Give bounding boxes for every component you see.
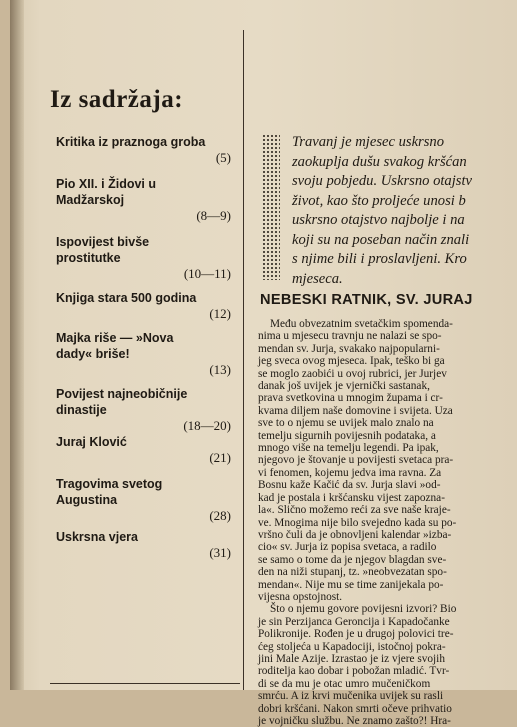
- intro-line: koji su na poseban način znali: [292, 231, 470, 248]
- toc-entry-pages: (18—20): [183, 418, 231, 433]
- dotted-ornament: [262, 134, 280, 280]
- intro-line: mjeseca.: [292, 270, 343, 287]
- article-line: mnogo više na temelju legendi. Pa ipak,: [258, 442, 439, 455]
- article-line: vi fenomen, kojemu jedva ima ravna. Za: [258, 466, 442, 479]
- article-line: nima u mjesecu travnju ne nalazi se spo-: [258, 330, 442, 343]
- article-line: vijesna opstojnost.: [258, 590, 343, 603]
- toc-entry: [56, 176, 231, 224]
- toc-entry: [56, 434, 231, 466]
- article-line: jini Male Azije. Izrastao je iz vjere svojih: [258, 652, 445, 665]
- article-line: prava svetkovina u mnogim župama i cr-: [258, 392, 443, 405]
- column-divider: [243, 30, 244, 690]
- article-line: danak još uvijek je vjernički sastanak,: [258, 380, 430, 393]
- article-line: la«. Slično možemo reći za sve naše kraje-: [258, 504, 451, 517]
- article-line: ve. Mnogima nije bilo svejedno kada su po-: [258, 516, 457, 529]
- article-line: Polikronije. Rođen je u drugoj polovici tre-: [258, 628, 454, 641]
- intro-paragraph: [292, 133, 517, 289]
- toc-entry: [56, 476, 231, 524]
- intro-line: uskrsno otajstvo najbolje i na: [292, 212, 465, 228]
- binding-spine: [10, 0, 24, 690]
- article-line: njegovo je štovanje u povijesti svetaca pra-: [258, 454, 454, 467]
- article-line: se moglo zaobići u ovoj rubrici, jer Jurjev: [258, 367, 447, 380]
- toc-entry-pages: (13): [209, 362, 231, 377]
- article-line: di se da mu je otac umro mučeničkom: [258, 677, 431, 690]
- article-line: den na niži stupanj, tz. »neobvezatan spo-: [258, 566, 447, 579]
- toc-entry-pages: (12): [209, 306, 231, 321]
- toc-entry-title: Povijest najneobičnije dinastije: [56, 387, 188, 417]
- article-line: temelju sigurnih povijesnih podataka, a: [258, 429, 436, 442]
- article-line: mendan sv. Jurja, svakako najpopularni-: [258, 342, 440, 355]
- toc-entry: [56, 529, 231, 561]
- article-line: se samo o tome da je njegov blagdan sve-: [258, 553, 447, 566]
- toc-entry-title: Ispovijest bivše prostitutke: [56, 235, 150, 265]
- toc-entry-pages: (28): [209, 508, 231, 523]
- article-line: je sin Perzijanca Geroncija i Kapadočanke: [258, 615, 450, 628]
- article-headline: NEBESKI RATNIK, SV. JURAJ: [260, 292, 473, 308]
- intro-line: zaokuplja dušu svakog kršćan: [292, 153, 467, 170]
- toc-title: Iz sadržaja:: [50, 86, 184, 113]
- toc-entry-title: Majka riše — »Nova dady« briše!: [56, 331, 174, 361]
- toc-entry-title: Tragovima svetog Augustina: [56, 477, 163, 507]
- article-body: [258, 318, 508, 727]
- toc-entry-pages: (8—9): [196, 208, 231, 223]
- toc-entry: [56, 330, 231, 378]
- article-line: cio« sv. Jurja iz popisa svetaca, a radilo: [258, 541, 437, 554]
- article-line: smrću. A iz krvi mučenika uvijek su rasli: [258, 690, 444, 703]
- article-line: Bosnu kaže Kačić da sv. Jurja slavi »od-: [258, 479, 441, 492]
- article-line: ćeg stoljeća u Kapadociji, istočnoj pokra-: [258, 640, 446, 653]
- article-line: kad je postala i kršćansku vijest zapozna-: [258, 491, 445, 504]
- toc-entry-pages: (21): [209, 450, 231, 465]
- toc-entry: [56, 134, 231, 166]
- magazine-page: [10, 0, 517, 727]
- toc-entry: [56, 290, 231, 322]
- toc-entry-title: Pio XII. i Židovi u Madžarskoj: [56, 177, 157, 207]
- article-line: jeg sveca ovog mjeseca. Ipak, teško bi ga: [258, 355, 445, 368]
- toc-entry-title: Juraj Klović: [56, 435, 127, 449]
- bottom-rule: [50, 683, 240, 684]
- article-line: kvama diljem naše domovine i svijeta. Uza: [258, 404, 453, 417]
- intro-line: život, kao što proljeće unosi b: [292, 192, 466, 209]
- article-line: dobri kršćani. Nakon smrti očeve prihvatio: [258, 702, 452, 715]
- toc-entry-pages: (10—11): [183, 266, 231, 281]
- toc-entry-title: Kritika iz praznoga groba: [56, 135, 206, 149]
- intro-line: svoju pobjedu. Uskrsno otajstv: [292, 173, 472, 189]
- toc-entry-pages: (5): [215, 150, 231, 165]
- article-line: sve to o njemu se uvijek malo znalo na: [258, 417, 434, 430]
- toc-entry-pages: (31): [209, 545, 231, 560]
- toc-entry-title: Uskrsna vjera: [56, 530, 139, 544]
- article-line: vršno čuli da je obnovljeni kalendar »izba-: [258, 528, 452, 541]
- article-line: Među obvezatnim svetačkim spomenda-: [270, 318, 453, 330]
- intro-line: s njime bili i proslavljeni. Kro: [292, 251, 467, 267]
- article-line: je vojničku službu. Ne znamo zašto?! Hra-: [258, 715, 451, 727]
- article-line: roditelja kao dobar i pobožan mladić. Tvr-: [258, 665, 450, 678]
- intro-line: Travanj je mjesec uskrsno: [292, 134, 445, 150]
- toc-entry: [56, 234, 231, 282]
- toc-entry: [56, 386, 231, 434]
- toc-entry-title: Knjiga stara 500 godina: [56, 291, 197, 305]
- article-line: Što o njemu govore povijesni izvori? Bio: [270, 603, 457, 616]
- article-line: mendan«. Nije mu se time zanijekala po-: [258, 578, 444, 591]
